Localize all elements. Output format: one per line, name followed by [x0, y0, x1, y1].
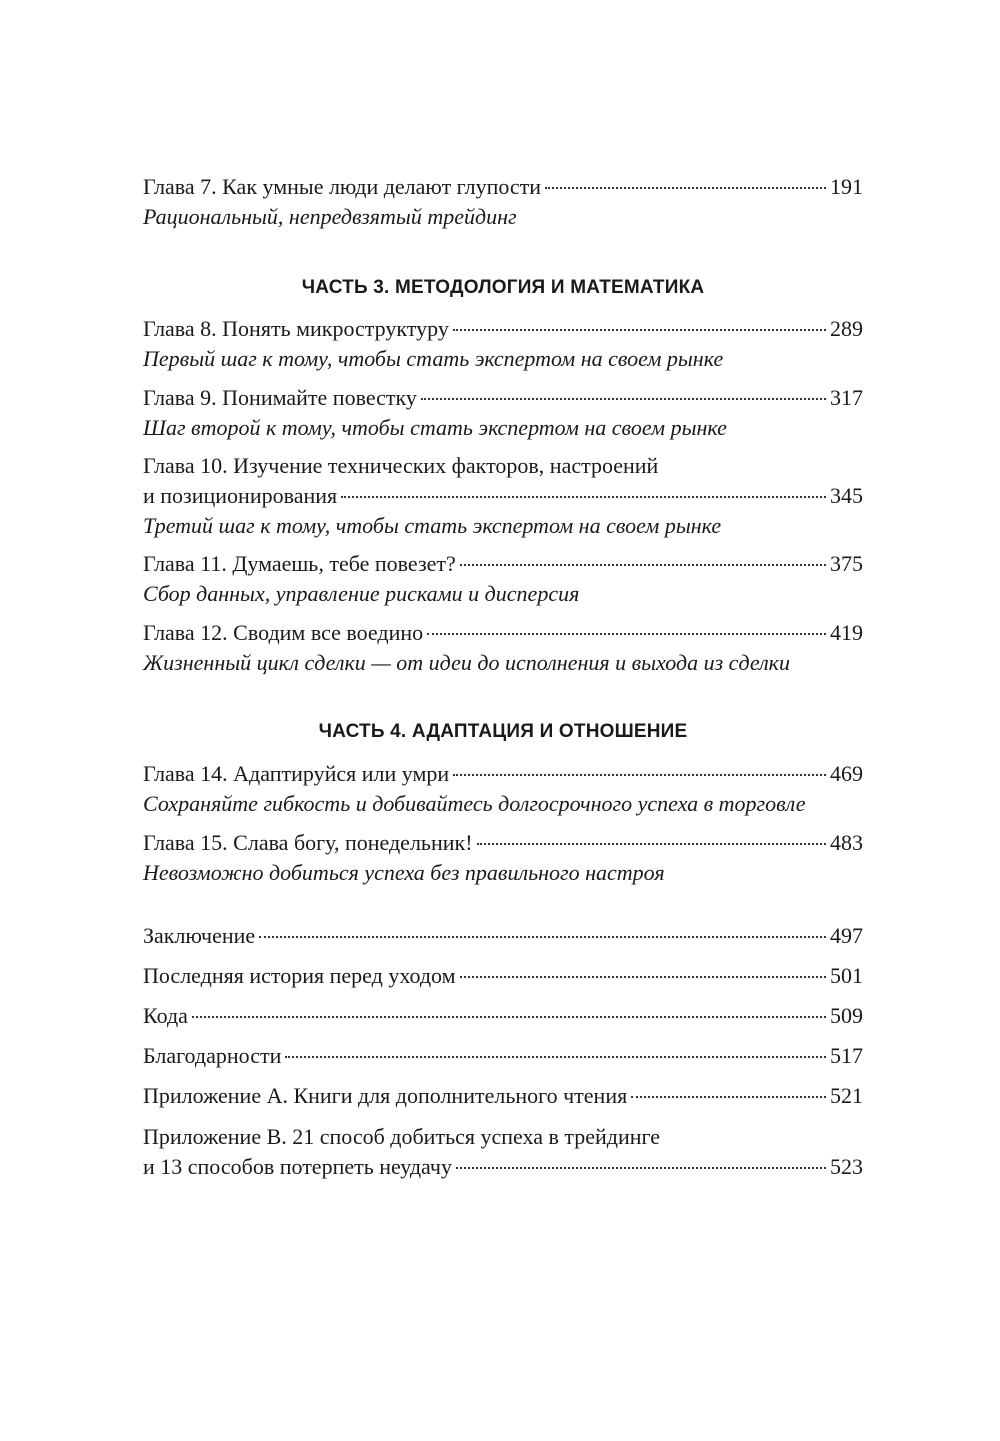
- chapter-title: Глава 9. Понимайте повестку: [143, 385, 417, 410]
- toc-entry-acknowledgements: [143, 1041, 863, 1071]
- page-number: 289: [830, 316, 863, 341]
- entry-title: Заключение: [143, 923, 256, 948]
- chapter-subtitle: Первый шаг к тому, чтобы стать экспертом на своем рынке: [143, 346, 724, 371]
- page-number: 517: [830, 1043, 863, 1068]
- chapter-title: Глава 14. Адаптируйся или умри: [143, 761, 450, 786]
- toc-entry-chapter-8: [143, 314, 863, 374]
- toc-row: [143, 314, 863, 344]
- page-number: 497: [830, 923, 863, 948]
- toc-row: [143, 828, 863, 858]
- toc-row: [143, 1081, 863, 1111]
- toc-row: [143, 961, 863, 991]
- chapter-title: Глава 15. Слава богу, понедельник!: [143, 830, 473, 855]
- dot-leader: [631, 1096, 826, 1098]
- chapter-title: Глава 7. Как умные люди делают глупости: [143, 174, 542, 199]
- entry-title: Кода: [143, 1003, 188, 1028]
- dot-leader: [453, 774, 826, 776]
- chapter-subtitle: Невозможно добиться успеха без правильного настроя: [143, 860, 665, 885]
- toc-entry-chapter-12: [143, 618, 863, 678]
- toc-entry-appendix-a: [143, 1081, 863, 1111]
- toc-entry-appendix-b: [143, 1122, 863, 1182]
- chapter-title: и позиционирования: [143, 483, 338, 508]
- toc-row: [143, 759, 863, 789]
- toc-row: [143, 1152, 863, 1182]
- toc-entry-last-story: [143, 961, 863, 991]
- dot-leader: [545, 187, 826, 189]
- page-number: 483: [830, 830, 863, 855]
- toc-row: [143, 481, 863, 511]
- toc-entry-chapter-14: [143, 759, 863, 819]
- entry-title: Приложение A. Книги для дополнительного чтения: [143, 1083, 628, 1108]
- section-heading-part-3: ЧАСТЬ 3. МЕТОДОЛОГИЯ И МАТЕМАТИКА: [301, 277, 705, 298]
- toc-row: [143, 549, 863, 579]
- dot-leader: [456, 1167, 826, 1169]
- page-number: 501: [830, 963, 863, 988]
- page-number: 509: [830, 1003, 863, 1028]
- toc-row: [143, 1001, 863, 1031]
- dot-leader: [453, 329, 826, 331]
- chapter-subtitle: Жизненный цикл сделки — от идеи до исполнения и выхода из сделки: [143, 650, 790, 675]
- entry-title: и 13 способов потерпеть неудачу: [143, 1154, 452, 1179]
- chapter-subtitle: Сохраняйте гибкость и добивайтесь долгосрочного успеха в торговле: [143, 791, 806, 816]
- page-number: 419: [830, 620, 863, 645]
- dot-leader: [285, 1056, 826, 1058]
- toc-entry-chapter-10: [143, 451, 863, 541]
- section-heading-part-4: ЧАСТЬ 4. АДАПТАЦИЯ И ОТНОШЕНИЕ: [318, 721, 688, 742]
- toc-row: [143, 1041, 863, 1071]
- page-number: 375: [830, 551, 863, 576]
- dot-leader: [427, 633, 826, 635]
- dot-leader: [460, 564, 826, 566]
- page-number: 345: [830, 483, 863, 508]
- toc-row: [143, 921, 863, 951]
- entry-title: Последняя история перед уходом: [143, 963, 456, 988]
- toc-row: [143, 618, 863, 648]
- page-number: 521: [830, 1083, 863, 1108]
- page-number: 191: [830, 174, 863, 199]
- dot-leader: [421, 398, 826, 400]
- chapter-title-line-1: Глава 10. Изучение технических факторов, настроений: [143, 453, 659, 478]
- toc-row: [143, 383, 863, 413]
- toc-entry-chapter-9: [143, 383, 863, 443]
- entry-title: Благодарности: [143, 1043, 282, 1068]
- dot-leader: [460, 976, 826, 978]
- chapter-title: Глава 11. Думаешь, тебе повезет?: [143, 551, 456, 576]
- toc-entry-conclusion: [143, 921, 863, 951]
- chapter-subtitle: Сбор данных, управление рисками и дисперсия: [143, 581, 580, 606]
- chapter-subtitle: Рациональный, непредвзятый трейдинг: [143, 204, 517, 229]
- dot-leader: [259, 936, 826, 938]
- page-number: 317: [830, 385, 863, 410]
- chapter-title: Глава 12. Сводим все воедино: [143, 620, 424, 645]
- dot-leader: [192, 1016, 826, 1018]
- toc-entry-chapter-7: [143, 172, 863, 232]
- entry-title-line-1: Приложение B. 21 способ добиться успеха в трейдинге: [143, 1124, 661, 1149]
- toc-entry-coda: [143, 1001, 863, 1031]
- page-number: 523: [830, 1154, 863, 1179]
- chapter-subtitle: Шаг второй к тому, чтобы стать экспертом на своем рынке: [143, 415, 727, 440]
- page-number: 469: [830, 761, 863, 786]
- dot-leader: [477, 843, 826, 845]
- chapter-title: Глава 8. Понять микроструктуру: [143, 316, 449, 341]
- toc-row: [143, 172, 863, 202]
- chapter-subtitle: Третий шаг к тому, чтобы стать экспертом на своем рынке: [143, 513, 722, 538]
- toc-entry-chapter-11: [143, 549, 863, 609]
- dot-leader: [341, 496, 826, 498]
- toc-entry-chapter-15: [143, 828, 863, 888]
